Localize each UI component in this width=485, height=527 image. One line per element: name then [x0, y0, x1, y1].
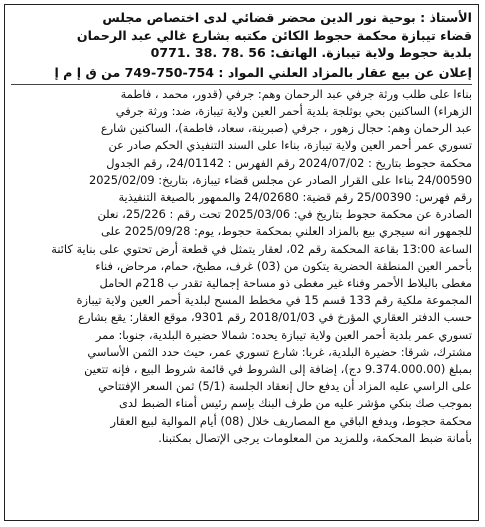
body-line: للجمهور انه سيجري بيع بالمزاد العلني بمحكمة حجوط، يوم: 2025/09/28 على	[101, 224, 472, 239]
notice-body	[11, 86, 472, 447]
body-line: 24/00590 بناءا على القرار الصادر عن مجلس قضاء تيبازة، بتاريخ: 2025/02/09	[89, 172, 472, 187]
notice-title: إعلان عن بيع عقار بالمزاد العلني المواد : 754-750-749 من ق إ م إ	[54, 64, 472, 80]
body-line: الزهراء) الساكنين بحي بوثلجة بلدية أحمر العين ولاية تيبازة، ضد: ورثة جرفي	[115, 103, 472, 118]
body-line: بموجب صك بنكي مؤشر عليه من طرف البنك بإسم رئيس أمناء الضبط لدى	[119, 396, 472, 411]
body-line: حسب الدفتر العقاري المؤرخ في 2018/01/03 رقم 9301، موقع العقار: يقع بشارع	[78, 310, 472, 325]
body-line: على الراسي عليه المزاد أن يدفع حال إنعقاد الجلسة (5/1) ثمن السعر الإفتتاحي	[98, 379, 472, 394]
body-line: مغطى بالبلاط الأحمر وفناء غير مغطى ذو مساحة إجمالية تقدر ب 218م الحامل	[99, 276, 472, 291]
body-line: الصادرة عن محكمة حجوط بتاريخ في: 2025/03/06 تحت رقم : 25/226، نعلن	[97, 207, 472, 222]
divider	[11, 84, 472, 85]
body-line: المجموعة ملكية رقم 133 قسم 15 في مخطط المسح لبلدية أحمر العين ولاية تيبازة	[76, 293, 472, 308]
body-line: محكمة حجوط بتاريخ : 2024/07/02 رقم الفهرس : 24/01142، رقم الجدول	[106, 155, 472, 170]
body-line: بناءا على طلب ورثة جرفي عبد الرحمان وهم: جرفي (قدور، محمد ، فاطمة	[120, 86, 472, 101]
legal-notice	[4, 4, 479, 521]
body-line: الساعة 13:00 بقاعة المحكمة رقم 02، لعقار يتمثل في قطعة أرض تحتوي على بناية كائنة	[51, 241, 472, 256]
body-line: تسوري عمر أحمر العين ولاية تيبازة، بناءا على السند التنفيذي الحكم صادر عن	[108, 138, 472, 153]
notice-header	[11, 9, 472, 62]
body-line: بمبلغ (9.374.000.00 دج)، إضافة إلى الشروط في قائمة شروط البيع ، فإنه تتعين	[84, 362, 472, 377]
body-line: رقم فهرس: 25/00390 رقم قضية: 24/02680 والممهور بالصيغة التنفيذية	[118, 190, 472, 204]
header-line: الأستاذ : بوحية نور الدين محضر قضائي لدى اختصاص مجلس	[102, 10, 472, 25]
body-line: محكمة حجوط، ويدفع الباقي مع المصاريف خلال (08) أيام الموالية لبيع العقار	[110, 413, 472, 428]
body-line: مشترك، شرقا: حضيرة البلدية، غربا: شارع تسوري عمر، حيث حدد الثمن الأساسي	[87, 344, 472, 359]
header-line: بلدية حجوط ولاية تيبازة. الهاتف: 56 .78 .38 .0771	[150, 45, 472, 61]
header-line: قضاء تيبازة محكمة حجوط الكائن مكتبه بشارع غالي عبد الرحمان	[76, 27, 472, 43]
body-line: تسوري عمر بلدية أحمر العين ولاية تيبازة يحده: شمالا حضيرة البلدية، جنوبا: ممر	[95, 327, 472, 342]
body-line: بأمانة ضبط المحكمة، وللمزيد من المعلومات يرجى الإتصال بمكتبنا.	[158, 430, 472, 445]
body-line: عبد الرحمان وهم: حجال زهور ، جرفي (صبرينة، سعاد، فاطمة)، الساكنين شارع	[100, 121, 472, 136]
body-line: بأحمر العين المنطقة الحضرية يتكون من (03) غرف، مطبخ، حمام، مرحاض، فناء	[95, 258, 472, 273]
